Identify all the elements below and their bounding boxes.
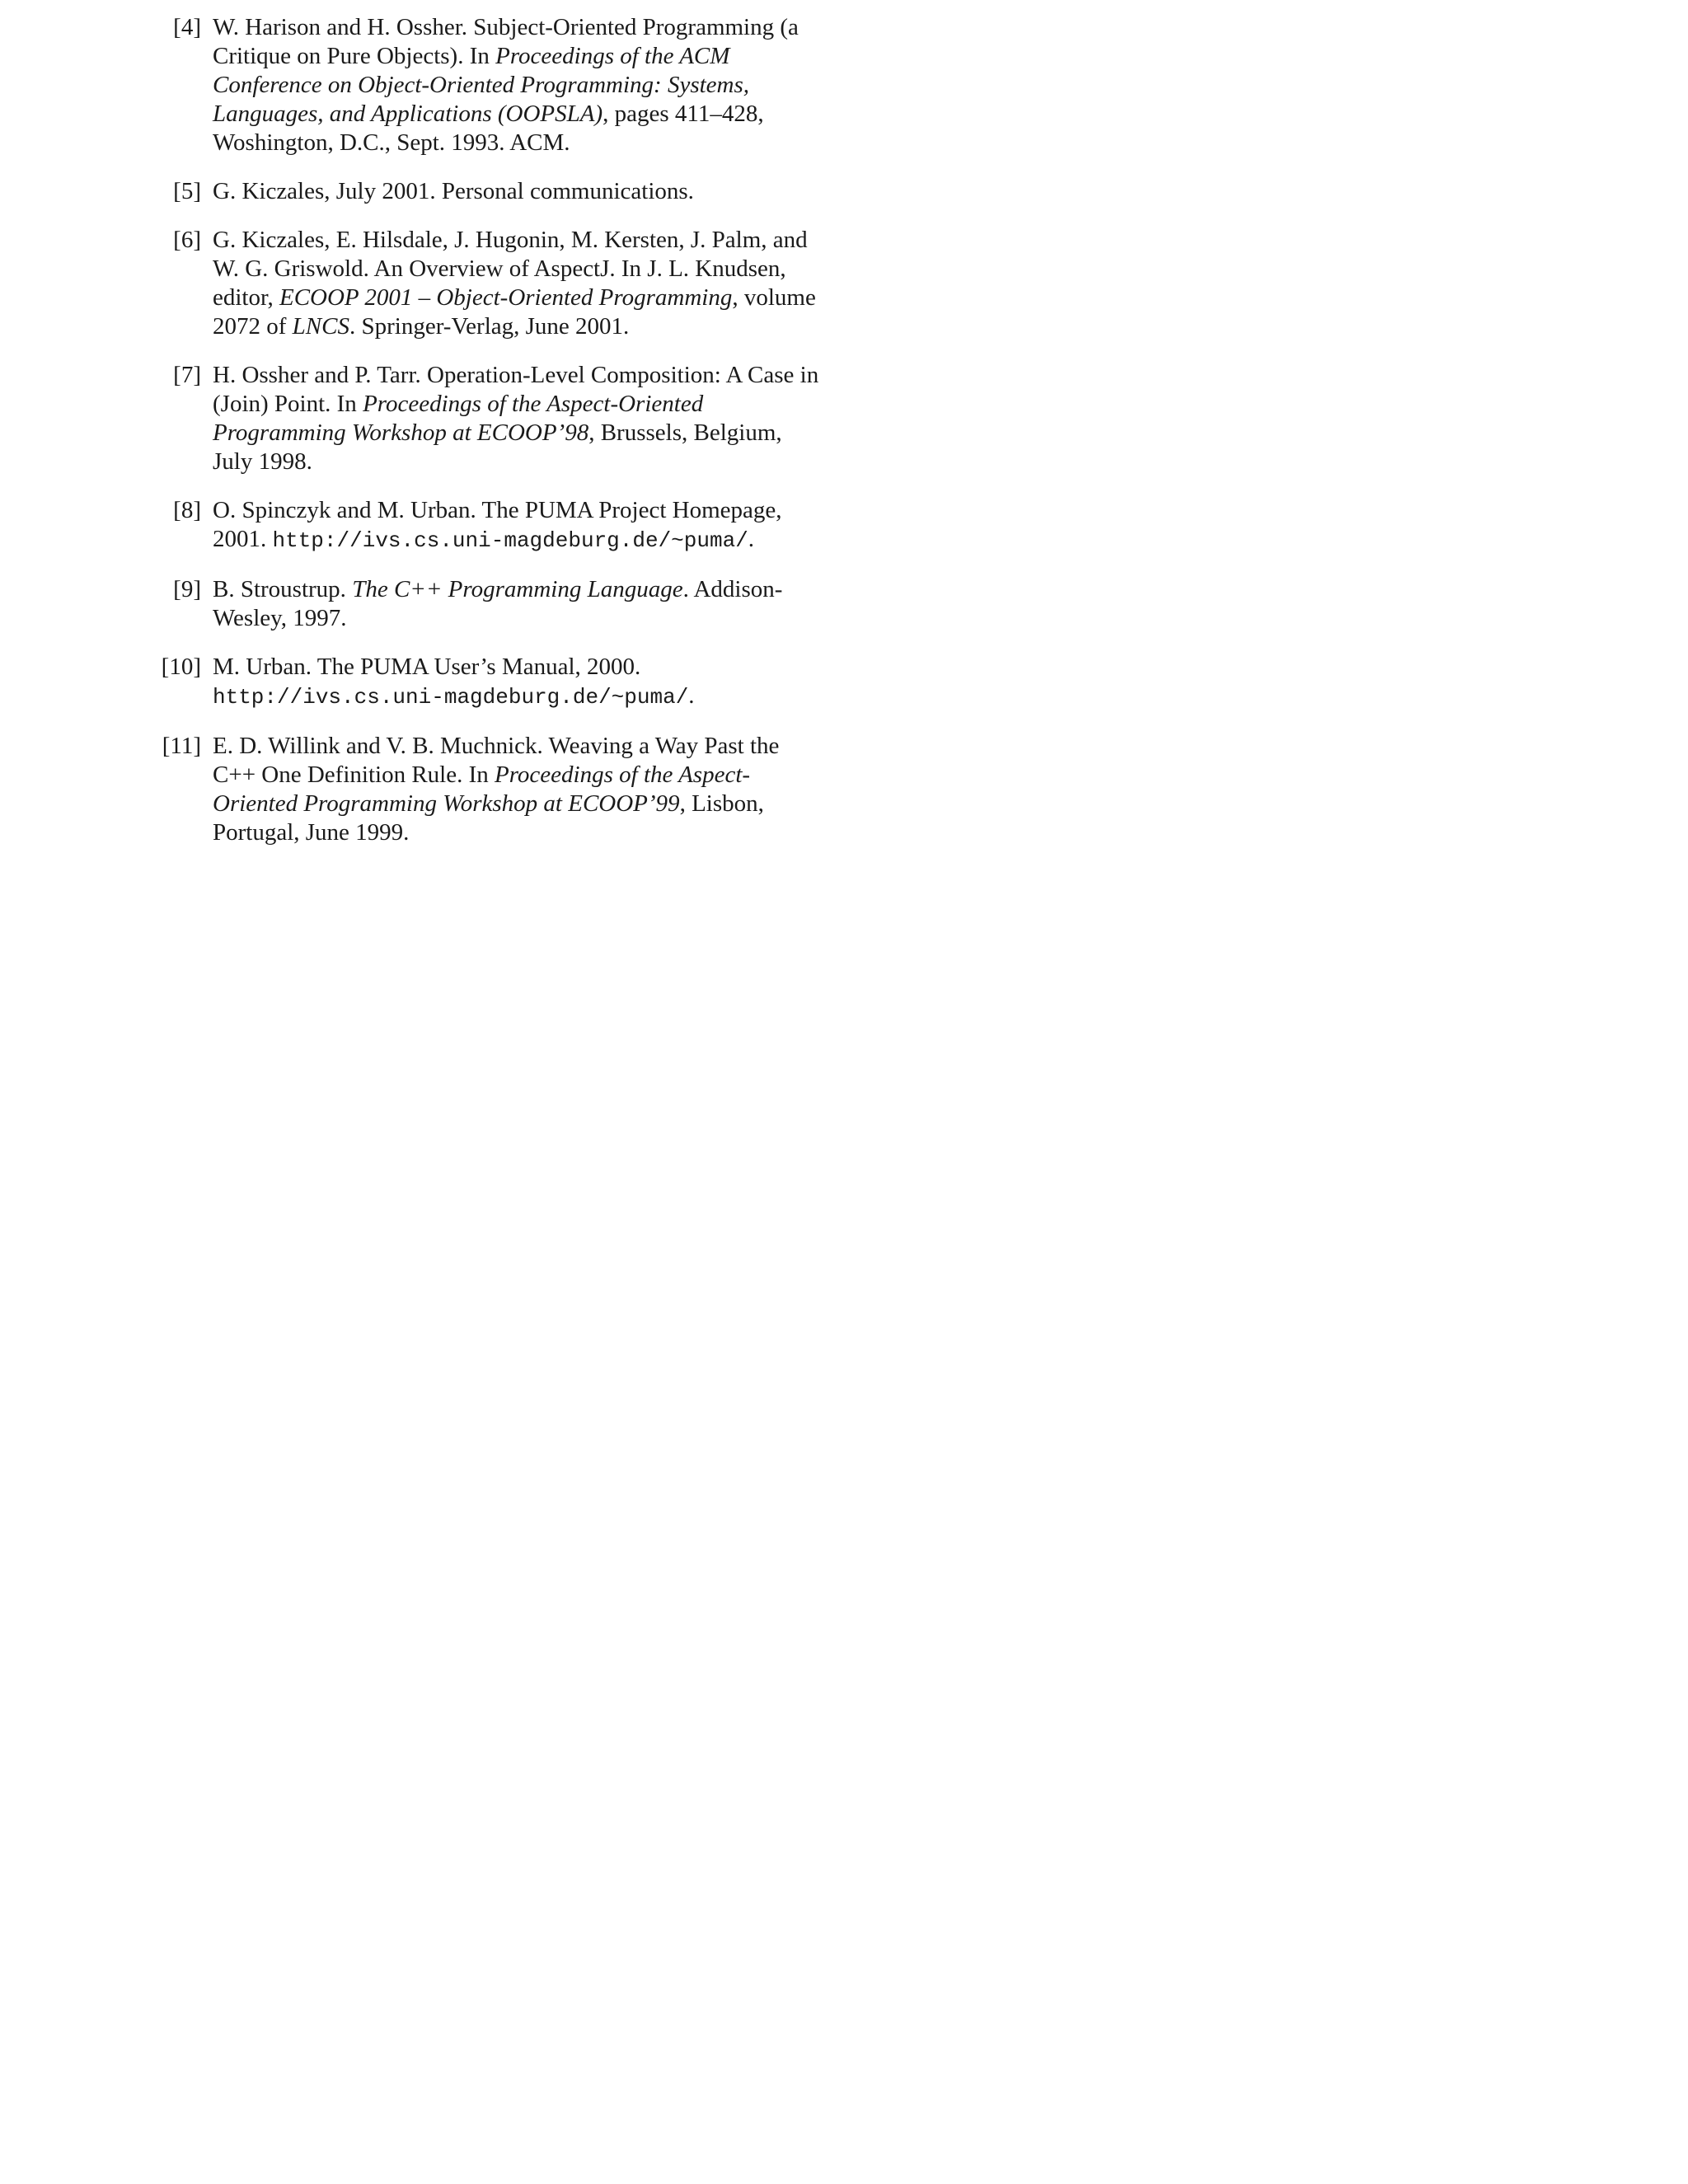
- reference-text-segment: B. Stroustrup.: [213, 576, 353, 602]
- reference-venue: Proceedings of the Aspect-Oriented Programming Workshop at ECOOP’98: [213, 391, 704, 446]
- reference-list: [147, 13, 823, 867]
- reference-number: [7]: [173, 362, 201, 388]
- reference-number: [4]: [173, 14, 201, 40]
- reference-series: LNCS: [292, 313, 349, 340]
- reference-entry: [147, 575, 823, 633]
- reference-text-segment: , Brussels, Belgium, July 1998.: [213, 419, 782, 475]
- reference-number: [6]: [173, 227, 201, 253]
- reference-text-segment: , volume 2072 of: [213, 284, 816, 340]
- reference-entry: [147, 226, 823, 341]
- reference-number: [11]: [162, 733, 201, 759]
- reference-text-segment: G. Kiczales, E. Hilsdale, J. Hugonin, M. Kersten, J. Palm, and W. G. Griswold. An Overview of AspectJ. In J. L. Knudsen, editor,: [213, 227, 808, 311]
- reference-text-segment: .: [748, 526, 755, 552]
- reference-text-segment: .: [688, 682, 695, 709]
- reference-text-segment: H. Ossher and P. Tarr. Operation-Level Composition: A Case in (Join) Point. In: [213, 362, 819, 417]
- reference-text-segment: M. Urban. The PUMA User’s Manual, 2000.: [213, 654, 641, 680]
- reference-entry: [147, 361, 823, 476]
- reference-venue: Proceedings of the Aspect-Oriented Programming Workshop at ECOOP’99: [213, 762, 751, 817]
- reference-number: [10]: [161, 654, 201, 680]
- reference-url: http://ivs.cs.uni-magdeburg.de/~puma/: [272, 528, 748, 553]
- reference-venue: Proceedings of the ACM Conference on Object-Oriented Programming: Systems, Languages, and Applications (OOPSLA): [213, 43, 750, 127]
- reference-entry: [147, 13, 823, 157]
- reference-text-segment: . Springer-Verlag, June 2001.: [349, 313, 630, 340]
- reference-entry: [147, 732, 823, 847]
- reference-text: [213, 732, 823, 847]
- reference-text: [213, 653, 823, 712]
- reference-text: [213, 361, 823, 476]
- reference-text: [213, 575, 823, 633]
- reference-text-segment: O. Spinczyk and M. Urban. The PUMA Project Homepage, 2001.: [213, 497, 782, 552]
- reference-text: [213, 177, 823, 206]
- reference-text-segment: . Addison-Wesley, 1997.: [213, 576, 783, 631]
- reference-entry: [147, 496, 823, 555]
- reference-number: [5]: [173, 178, 201, 204]
- reference-book-title: The C++ Programming Language: [352, 576, 683, 602]
- reference-text: [213, 13, 823, 157]
- reference-text-segment: , Lisbon, Portugal, June 1999.: [213, 790, 764, 846]
- reference-entry: [147, 177, 823, 206]
- reference-number: [8]: [173, 497, 201, 523]
- reference-text-segment: E. D. Willink and V. B. Muchnick. Weaving a Way Past the C++ One Definition Rule. In: [213, 733, 780, 788]
- reference-text-segment: , pages 411–428, Woshington, D.C., Sept. 1993. ACM.: [213, 101, 764, 156]
- reference-text: [213, 226, 823, 341]
- reference-text-segment: W. Harison and H. Ossher. Subject-Oriented Programming (a Critique on Pure Objects). In: [213, 14, 799, 69]
- reference-url: http://ivs.cs.uni-magdeburg.de/~puma/: [213, 685, 689, 710]
- reference-venue: ECOOP 2001 – Object-Oriented Programming: [279, 284, 733, 311]
- reference-text-segment: G. Kiczales, July 2001. Personal communications.: [213, 178, 694, 204]
- reference-entry: [147, 653, 823, 712]
- reference-text: [213, 496, 823, 555]
- reference-number: [9]: [173, 576, 201, 602]
